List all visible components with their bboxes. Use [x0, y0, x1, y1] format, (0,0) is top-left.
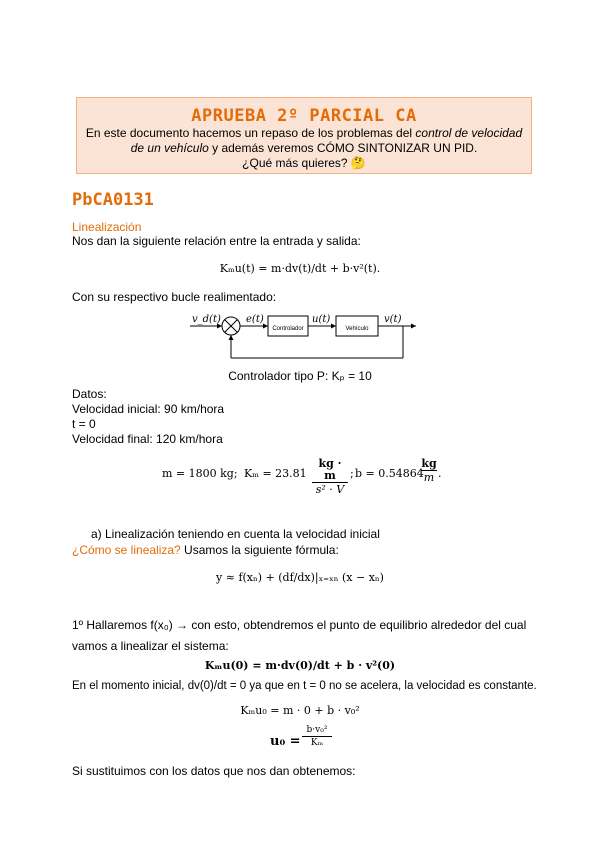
controller-type: Controlador tipo P: Kₚ = 10	[228, 369, 372, 383]
problem-heading: PbCA0131	[72, 190, 154, 210]
equation-u0-step: Kₘu₀ = m · 0 + b · v₀²	[240, 704, 360, 717]
param-b: b = 0.54864	[355, 467, 424, 480]
label-signal: u(t)	[312, 314, 331, 325]
final-line: Si sustituimos con los datos que nos dan obtenemos:	[72, 764, 356, 778]
label-input: v_d(t)	[192, 314, 221, 325]
label-output: v(t)	[384, 314, 402, 325]
section-title: Linealización	[72, 220, 142, 234]
item-a: a) Linealización teniendo en cuenta la velocidad inicial	[91, 527, 380, 541]
param-b-fraction: kg m	[421, 457, 437, 484]
datos-v-init: Velocidad inicial: 90 km/hora	[72, 402, 225, 416]
banner-line-1: En este documento hacemos un repaso de los problemas del control de velocidad	[85, 126, 523, 140]
label-plant: Vehículo	[345, 326, 369, 332]
param-km-fraction: kg · m s² · V	[312, 458, 348, 496]
parameters: m = 1800 kg; Kₘ = 23.81 kg · m s² · V ; b = 0.54864 kg m .	[162, 457, 442, 496]
step1-line1: 1º Hallaremos f(x₀) → con esto, obtendremos el punto de equilibrio alrededor del cual	[72, 618, 527, 632]
datos-v-final: Velocidad final: 120 km/hora	[72, 432, 223, 446]
summary-banner	[76, 97, 532, 174]
param-km: Kₘ = 23.81	[244, 467, 307, 480]
datos-title: Datos:	[72, 387, 107, 401]
param-m: m = 1800 kg;	[162, 467, 238, 480]
equation-linearization: y ≈ f(xₙ) + (df/dx)|ₓ₌ₓₙ (x − xₙ)	[216, 571, 384, 584]
how-question: ¿Cómo se linealiza? Usamos la siguiente fórmula:	[72, 543, 339, 557]
label-controller: Controlador	[272, 326, 304, 332]
banner-title: APRUEBA 2º PARCIAL CA	[191, 106, 417, 126]
loop-text: Con su respectivo bucle realimentado:	[72, 290, 277, 304]
equation-initial: Kₘu(0) = m·dv(0)/dt + b · v²(0)	[204, 659, 396, 672]
step1-line2: vamos a linealizar el sistema:	[72, 639, 229, 653]
datos-t: t = 0	[72, 417, 96, 431]
equation-u0: u₀ = b·v₀² Kₘ	[270, 724, 340, 756]
intro-text: Nos dan la siguiente relación entre la entrada y salida:	[72, 234, 361, 248]
label-error: e(t)	[246, 314, 264, 325]
block-diagram	[190, 310, 420, 364]
equation-dynamics: Kₘu(t) = m·dv(t)/dt + b·v²(t).	[219, 262, 381, 275]
banner-line-3: ¿Qué más quieres? 🤔	[242, 156, 366, 170]
banner-line-2: de un vehículo y además veremos CÓMO SINTONIZAR UN PID.	[130, 141, 478, 155]
initial-moment: En el momento inicial, dv(0)/dt = 0 ya que en t = 0 no se acelera, la velocidad es constante.	[72, 680, 537, 692]
